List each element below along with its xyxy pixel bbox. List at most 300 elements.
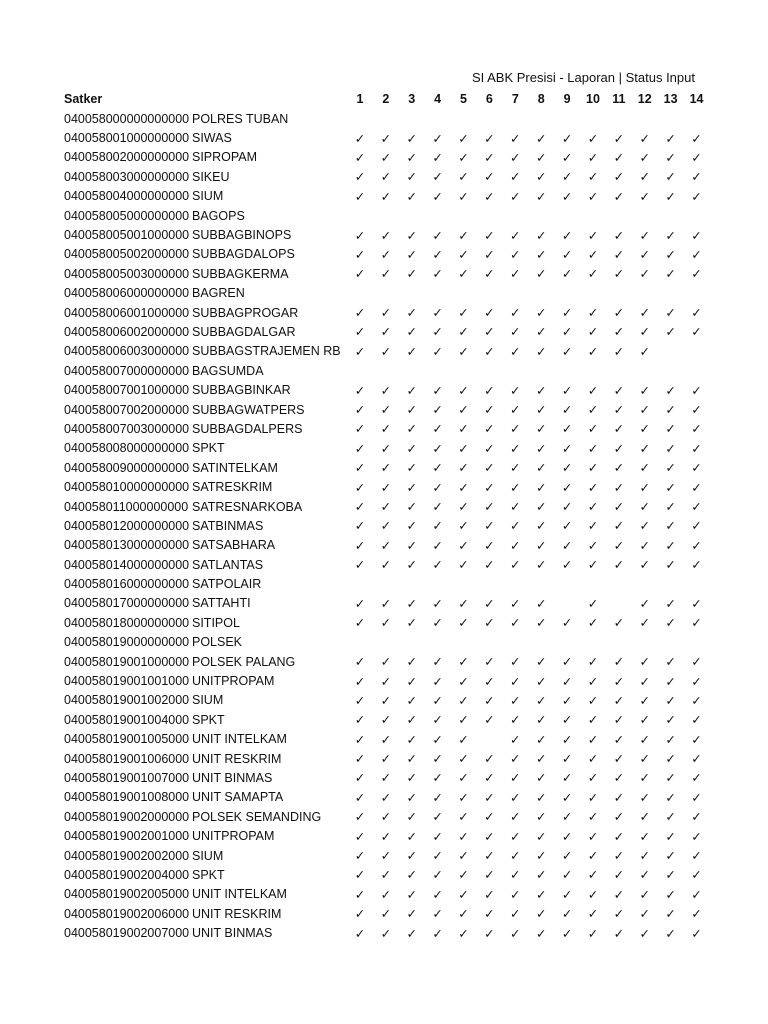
check-icon: ✓ bbox=[665, 461, 676, 476]
status-cells bbox=[347, 926, 709, 941]
check-icon: ✓ bbox=[665, 538, 676, 553]
check-icon: ✓ bbox=[380, 306, 392, 321]
satker-name: SPKT bbox=[192, 441, 225, 456]
satker-name: UNIT BINMAS bbox=[192, 770, 273, 785]
check-icon: ✓ bbox=[380, 403, 392, 418]
check-icon: ✓ bbox=[354, 596, 366, 611]
check-icon: ✓ bbox=[587, 849, 599, 864]
satker-name: UNITPROPAM bbox=[192, 829, 275, 844]
check-icon: ✓ bbox=[639, 403, 650, 418]
check-icon: ✓ bbox=[380, 713, 392, 728]
check-icon: ✓ bbox=[613, 519, 625, 534]
check-icon: ✓ bbox=[458, 189, 469, 204]
check-icon: ✓ bbox=[665, 810, 676, 825]
check-icon: ✓ bbox=[639, 790, 650, 805]
check-icon: ✓ bbox=[691, 480, 702, 495]
satker-code: 040058007002000000 bbox=[64, 402, 190, 417]
satker-name: UNITPROPAM bbox=[192, 674, 275, 689]
check-icon: ✓ bbox=[691, 170, 702, 185]
check-icon: ✓ bbox=[691, 247, 702, 262]
satker-code: 040058019002006000 bbox=[64, 906, 190, 921]
satker-name: SATTAHTI bbox=[192, 596, 251, 611]
check-icon: ✓ bbox=[458, 500, 469, 514]
check-icon: ✓ bbox=[535, 344, 547, 359]
check-icon: ✓ bbox=[484, 422, 495, 437]
check-icon: ✓ bbox=[535, 849, 547, 864]
satker-name: SUBBAGBINKAR bbox=[192, 383, 291, 398]
check-icon: ✓ bbox=[510, 771, 521, 786]
check-icon: ✓ bbox=[639, 713, 650, 728]
check-icon: ✓ bbox=[691, 790, 702, 805]
check-icon: ✓ bbox=[510, 422, 521, 437]
check-icon: ✓ bbox=[535, 752, 547, 767]
check-icon: ✓ bbox=[535, 538, 547, 553]
check-icon: ✓ bbox=[510, 596, 521, 611]
check-icon: ✓ bbox=[484, 500, 495, 514]
check-icon: ✓ bbox=[354, 519, 366, 534]
check-icon: ✓ bbox=[587, 267, 599, 282]
check-icon: ✓ bbox=[510, 732, 521, 747]
status-cells bbox=[347, 596, 709, 611]
check-icon: ✓ bbox=[458, 558, 469, 573]
check-icon: ✓ bbox=[380, 267, 392, 282]
check-icon: ✓ bbox=[380, 674, 392, 689]
empty-cell bbox=[684, 344, 710, 359]
check-icon: ✓ bbox=[691, 306, 702, 321]
satker-code: 040058013000000000 bbox=[64, 538, 190, 553]
check-icon: ✓ bbox=[458, 907, 469, 922]
satker-code: 040058019001005000 bbox=[64, 732, 190, 747]
check-icon: ✓ bbox=[432, 887, 443, 902]
check-icon: ✓ bbox=[484, 519, 495, 534]
status-cells bbox=[347, 421, 709, 436]
check-icon: ✓ bbox=[691, 228, 702, 243]
check-icon: ✓ bbox=[354, 868, 366, 883]
check-icon: ✓ bbox=[613, 480, 625, 495]
satker-name: SATRESNARKOBA bbox=[192, 499, 303, 514]
check-icon: ✓ bbox=[535, 247, 547, 262]
satker-code: 040058019001004000 bbox=[64, 712, 190, 727]
check-icon: ✓ bbox=[587, 810, 599, 825]
check-icon: ✓ bbox=[380, 150, 392, 165]
check-icon: ✓ bbox=[691, 267, 702, 282]
satker-code: 040058007003000000 bbox=[64, 421, 190, 436]
check-icon: ✓ bbox=[510, 693, 521, 708]
check-icon: ✓ bbox=[587, 771, 599, 786]
check-icon: ✓ bbox=[380, 500, 392, 514]
check-icon: ✓ bbox=[691, 131, 702, 146]
check-icon: ✓ bbox=[639, 247, 650, 262]
satker-name: SPKT bbox=[192, 712, 225, 727]
column-header-7: 7 bbox=[511, 92, 519, 106]
check-icon: ✓ bbox=[354, 500, 366, 514]
status-cells bbox=[347, 344, 709, 359]
status-cells bbox=[347, 266, 709, 281]
check-icon: ✓ bbox=[432, 616, 443, 631]
table-row bbox=[64, 671, 709, 690]
satker-name: SATRESKRIM bbox=[192, 480, 273, 495]
check-icon: ✓ bbox=[587, 732, 599, 747]
check-icon: ✓ bbox=[587, 519, 599, 534]
status-table bbox=[64, 89, 709, 943]
check-icon: ✓ bbox=[406, 558, 417, 573]
check-icon: ✓ bbox=[561, 790, 573, 805]
check-icon: ✓ bbox=[380, 325, 392, 340]
satker-name: SATSABHARA bbox=[192, 538, 276, 553]
check-icon: ✓ bbox=[380, 519, 392, 534]
check-icon: ✓ bbox=[354, 247, 366, 262]
check-icon: ✓ bbox=[613, 655, 625, 670]
check-icon: ✓ bbox=[535, 810, 547, 825]
check-icon: ✓ bbox=[380, 907, 392, 922]
check-icon: ✓ bbox=[354, 131, 366, 146]
check-icon: ✓ bbox=[561, 655, 573, 670]
satker-code: 040058019001006000 bbox=[64, 751, 190, 766]
status-cells bbox=[347, 150, 709, 165]
column-header-3: 3 bbox=[408, 92, 416, 106]
check-icon: ✓ bbox=[484, 441, 495, 456]
check-icon: ✓ bbox=[665, 267, 676, 282]
table-row bbox=[64, 768, 709, 787]
check-icon: ✓ bbox=[484, 693, 495, 708]
check-icon: ✓ bbox=[406, 538, 417, 553]
check-icon: ✓ bbox=[380, 480, 392, 495]
check-icon: ✓ bbox=[380, 732, 392, 747]
check-icon: ✓ bbox=[665, 519, 676, 534]
check-icon: ✓ bbox=[691, 771, 702, 786]
check-icon: ✓ bbox=[354, 926, 366, 941]
satker-code: 040058019001002000 bbox=[64, 693, 190, 708]
check-icon: ✓ bbox=[484, 829, 495, 844]
check-icon: ✓ bbox=[535, 887, 547, 902]
check-icon: ✓ bbox=[665, 150, 676, 165]
check-icon: ✓ bbox=[587, 616, 599, 631]
check-icon: ✓ bbox=[561, 519, 573, 534]
table-row bbox=[64, 439, 709, 458]
check-icon: ✓ bbox=[432, 732, 443, 747]
check-icon: ✓ bbox=[535, 306, 547, 321]
check-icon: ✓ bbox=[639, 441, 650, 456]
table-row bbox=[64, 516, 709, 535]
check-icon: ✓ bbox=[691, 596, 702, 611]
satker-name: UNIT INTELKAM bbox=[192, 887, 287, 902]
check-icon: ✓ bbox=[380, 752, 392, 767]
check-icon: ✓ bbox=[665, 306, 676, 321]
status-cells bbox=[347, 480, 709, 495]
check-icon: ✓ bbox=[432, 771, 443, 786]
table-row bbox=[64, 284, 709, 303]
check-icon: ✓ bbox=[639, 887, 650, 902]
table-row bbox=[64, 807, 709, 826]
check-icon: ✓ bbox=[484, 752, 495, 767]
check-icon: ✓ bbox=[458, 150, 469, 165]
check-icon: ✓ bbox=[510, 150, 521, 165]
check-icon: ✓ bbox=[561, 771, 573, 786]
check-icon: ✓ bbox=[458, 674, 469, 689]
check-icon: ✓ bbox=[691, 189, 702, 204]
check-icon: ✓ bbox=[587, 829, 599, 844]
check-icon: ✓ bbox=[535, 655, 547, 670]
satker-name: SATBINMAS bbox=[192, 518, 264, 533]
check-icon: ✓ bbox=[380, 693, 392, 708]
satker-code: 040058001000000000 bbox=[64, 131, 190, 146]
check-icon: ✓ bbox=[406, 926, 417, 941]
check-icon: ✓ bbox=[691, 674, 702, 689]
check-icon: ✓ bbox=[510, 247, 521, 262]
check-icon: ✓ bbox=[354, 189, 366, 204]
check-icon: ✓ bbox=[432, 267, 443, 282]
check-icon: ✓ bbox=[639, 170, 650, 185]
check-icon: ✓ bbox=[613, 267, 625, 282]
check-icon: ✓ bbox=[510, 790, 521, 805]
satker-name: SIWAS bbox=[192, 131, 232, 146]
check-icon: ✓ bbox=[613, 306, 625, 321]
check-icon: ✓ bbox=[484, 306, 495, 321]
check-icon: ✓ bbox=[432, 674, 443, 689]
check-icon: ✓ bbox=[406, 170, 417, 185]
check-icon: ✓ bbox=[691, 849, 702, 864]
check-icon: ✓ bbox=[691, 325, 702, 340]
check-icon: ✓ bbox=[432, 150, 443, 165]
satker-code: 040058006003000000 bbox=[64, 344, 190, 359]
check-icon: ✓ bbox=[380, 926, 392, 941]
table-row bbox=[64, 633, 709, 652]
check-icon: ✓ bbox=[510, 829, 521, 844]
check-icon: ✓ bbox=[484, 790, 495, 805]
check-icon: ✓ bbox=[406, 228, 417, 243]
check-icon: ✓ bbox=[484, 771, 495, 786]
check-icon: ✓ bbox=[484, 655, 495, 670]
check-icon: ✓ bbox=[613, 131, 625, 146]
check-icon: ✓ bbox=[587, 247, 599, 262]
check-icon: ✓ bbox=[587, 403, 599, 418]
check-icon: ✓ bbox=[535, 868, 547, 883]
table-row bbox=[64, 497, 709, 516]
check-icon: ✓ bbox=[691, 616, 702, 631]
check-icon: ✓ bbox=[665, 247, 676, 262]
check-icon: ✓ bbox=[406, 131, 417, 146]
check-icon: ✓ bbox=[510, 189, 521, 204]
check-icon: ✓ bbox=[561, 441, 573, 456]
check-icon: ✓ bbox=[535, 267, 547, 282]
check-icon: ✓ bbox=[535, 480, 547, 495]
table-header bbox=[64, 89, 709, 109]
check-icon: ✓ bbox=[561, 868, 573, 883]
check-icon: ✓ bbox=[406, 267, 417, 282]
satker-code: 040058019001008000 bbox=[64, 790, 190, 805]
check-icon: ✓ bbox=[561, 887, 573, 902]
check-icon: ✓ bbox=[432, 849, 443, 864]
check-icon: ✓ bbox=[458, 306, 469, 321]
check-icon: ✓ bbox=[380, 829, 392, 844]
check-icon: ✓ bbox=[354, 674, 366, 689]
check-icon: ✓ bbox=[380, 596, 392, 611]
check-icon: ✓ bbox=[380, 170, 392, 185]
check-icon: ✓ bbox=[484, 596, 495, 611]
check-icon: ✓ bbox=[613, 403, 625, 418]
check-icon: ✓ bbox=[458, 441, 469, 456]
check-icon: ✓ bbox=[691, 441, 702, 456]
satker-name: SATINTELKAM bbox=[192, 460, 278, 475]
check-icon: ✓ bbox=[354, 907, 366, 922]
check-icon: ✓ bbox=[354, 461, 366, 476]
check-icon: ✓ bbox=[380, 228, 392, 243]
check-icon: ✓ bbox=[380, 790, 392, 805]
check-icon: ✓ bbox=[458, 752, 469, 767]
check-icon: ✓ bbox=[613, 344, 625, 359]
satker-name: SUBBAGSTRAJEMEN RB bbox=[192, 344, 341, 359]
check-icon: ✓ bbox=[484, 907, 495, 922]
check-icon: ✓ bbox=[639, 422, 650, 437]
check-icon: ✓ bbox=[458, 519, 469, 534]
status-cells bbox=[347, 770, 709, 785]
status-cells bbox=[347, 751, 709, 766]
table-row bbox=[64, 322, 709, 341]
check-icon: ✓ bbox=[639, 538, 650, 553]
table-row bbox=[64, 458, 709, 477]
check-icon: ✓ bbox=[484, 538, 495, 553]
satker-name: POLRES TUBAN bbox=[192, 111, 289, 126]
table-row bbox=[64, 613, 709, 632]
check-icon: ✓ bbox=[587, 131, 599, 146]
check-icon: ✓ bbox=[380, 558, 392, 573]
check-icon: ✓ bbox=[354, 306, 366, 321]
satker-code: 040058019001007000 bbox=[64, 770, 190, 785]
check-icon: ✓ bbox=[510, 403, 521, 418]
check-icon: ✓ bbox=[561, 829, 573, 844]
check-icon: ✓ bbox=[354, 616, 366, 631]
check-icon: ✓ bbox=[406, 325, 417, 340]
check-icon: ✓ bbox=[406, 829, 417, 844]
table-row bbox=[64, 477, 709, 496]
check-icon: ✓ bbox=[432, 344, 443, 359]
check-icon: ✓ bbox=[691, 538, 702, 553]
check-icon: ✓ bbox=[639, 325, 650, 340]
check-icon: ✓ bbox=[458, 228, 469, 243]
check-icon: ✓ bbox=[561, 170, 573, 185]
table-row bbox=[64, 923, 709, 942]
check-icon: ✓ bbox=[354, 887, 366, 902]
table-row bbox=[64, 885, 709, 904]
check-icon: ✓ bbox=[665, 403, 676, 418]
satker-code: 040058012000000000 bbox=[64, 518, 190, 533]
check-icon: ✓ bbox=[432, 538, 443, 553]
status-cells bbox=[347, 324, 709, 339]
check-icon: ✓ bbox=[535, 558, 547, 573]
check-icon: ✓ bbox=[484, 849, 495, 864]
check-icon: ✓ bbox=[535, 500, 547, 514]
status-cells bbox=[347, 693, 709, 708]
check-icon: ✓ bbox=[510, 131, 521, 146]
check-icon: ✓ bbox=[613, 713, 625, 728]
column-header-8: 8 bbox=[537, 92, 545, 106]
table-row bbox=[64, 574, 709, 593]
check-icon: ✓ bbox=[639, 267, 650, 282]
table-row bbox=[64, 749, 709, 768]
table-row bbox=[64, 206, 709, 225]
check-icon: ✓ bbox=[691, 461, 702, 476]
check-icon: ✓ bbox=[613, 810, 625, 825]
check-icon: ✓ bbox=[432, 500, 443, 514]
check-icon: ✓ bbox=[484, 558, 495, 573]
check-icon: ✓ bbox=[354, 790, 366, 805]
check-icon: ✓ bbox=[665, 558, 676, 573]
check-icon: ✓ bbox=[587, 480, 599, 495]
check-icon: ✓ bbox=[406, 422, 417, 437]
check-icon: ✓ bbox=[354, 655, 366, 670]
check-icon: ✓ bbox=[639, 849, 650, 864]
check-icon: ✓ bbox=[354, 325, 366, 340]
satker-name: SITIPOL bbox=[192, 615, 240, 630]
satker-name: SIKEU bbox=[192, 169, 230, 184]
table-row bbox=[64, 730, 709, 749]
satker-code: 040058011000000000 bbox=[64, 499, 189, 514]
table-row bbox=[64, 264, 709, 283]
check-icon: ✓ bbox=[484, 887, 495, 902]
status-cells bbox=[347, 169, 709, 184]
satker-name: POLSEK bbox=[192, 635, 243, 650]
check-icon: ✓ bbox=[587, 907, 599, 922]
check-icon: ✓ bbox=[587, 596, 599, 611]
check-icon: ✓ bbox=[432, 131, 443, 146]
table-row bbox=[64, 245, 709, 264]
status-cells bbox=[347, 848, 709, 863]
check-icon: ✓ bbox=[510, 849, 521, 864]
check-icon: ✓ bbox=[380, 131, 392, 146]
satker-name: SIUM bbox=[192, 693, 224, 708]
check-icon: ✓ bbox=[406, 752, 417, 767]
check-icon: ✓ bbox=[587, 558, 599, 573]
column-header-9: 9 bbox=[563, 92, 571, 106]
check-icon: ✓ bbox=[510, 500, 521, 514]
check-icon: ✓ bbox=[535, 189, 547, 204]
column-number-headers bbox=[347, 92, 709, 106]
check-icon: ✓ bbox=[458, 713, 469, 728]
check-icon: ✓ bbox=[639, 771, 650, 786]
check-icon: ✓ bbox=[587, 344, 599, 359]
check-icon: ✓ bbox=[380, 247, 392, 262]
check-icon: ✓ bbox=[354, 150, 366, 165]
check-icon: ✓ bbox=[613, 500, 625, 514]
check-icon: ✓ bbox=[458, 693, 469, 708]
status-cells bbox=[347, 712, 709, 727]
satker-column-header: Satker bbox=[64, 92, 103, 106]
check-icon: ✓ bbox=[354, 849, 366, 864]
check-icon: ✓ bbox=[691, 868, 702, 883]
check-icon: ✓ bbox=[639, 480, 650, 495]
check-icon: ✓ bbox=[613, 674, 625, 689]
check-icon: ✓ bbox=[406, 849, 417, 864]
check-icon: ✓ bbox=[587, 655, 599, 670]
check-icon: ✓ bbox=[458, 267, 469, 282]
check-icon: ✓ bbox=[613, 868, 625, 883]
check-icon: ✓ bbox=[432, 926, 443, 941]
check-icon: ✓ bbox=[484, 383, 495, 398]
check-icon: ✓ bbox=[639, 926, 650, 941]
check-icon: ✓ bbox=[665, 500, 676, 514]
check-icon: ✓ bbox=[406, 596, 417, 611]
check-icon: ✓ bbox=[587, 868, 599, 883]
check-icon: ✓ bbox=[458, 829, 469, 844]
check-icon: ✓ bbox=[510, 538, 521, 553]
table-row bbox=[64, 536, 709, 555]
check-icon: ✓ bbox=[432, 558, 443, 573]
check-icon: ✓ bbox=[691, 558, 702, 573]
check-icon: ✓ bbox=[380, 344, 392, 359]
check-icon: ✓ bbox=[432, 247, 443, 262]
check-icon: ✓ bbox=[613, 558, 625, 573]
satker-code: 040058019002002000 bbox=[64, 848, 190, 863]
